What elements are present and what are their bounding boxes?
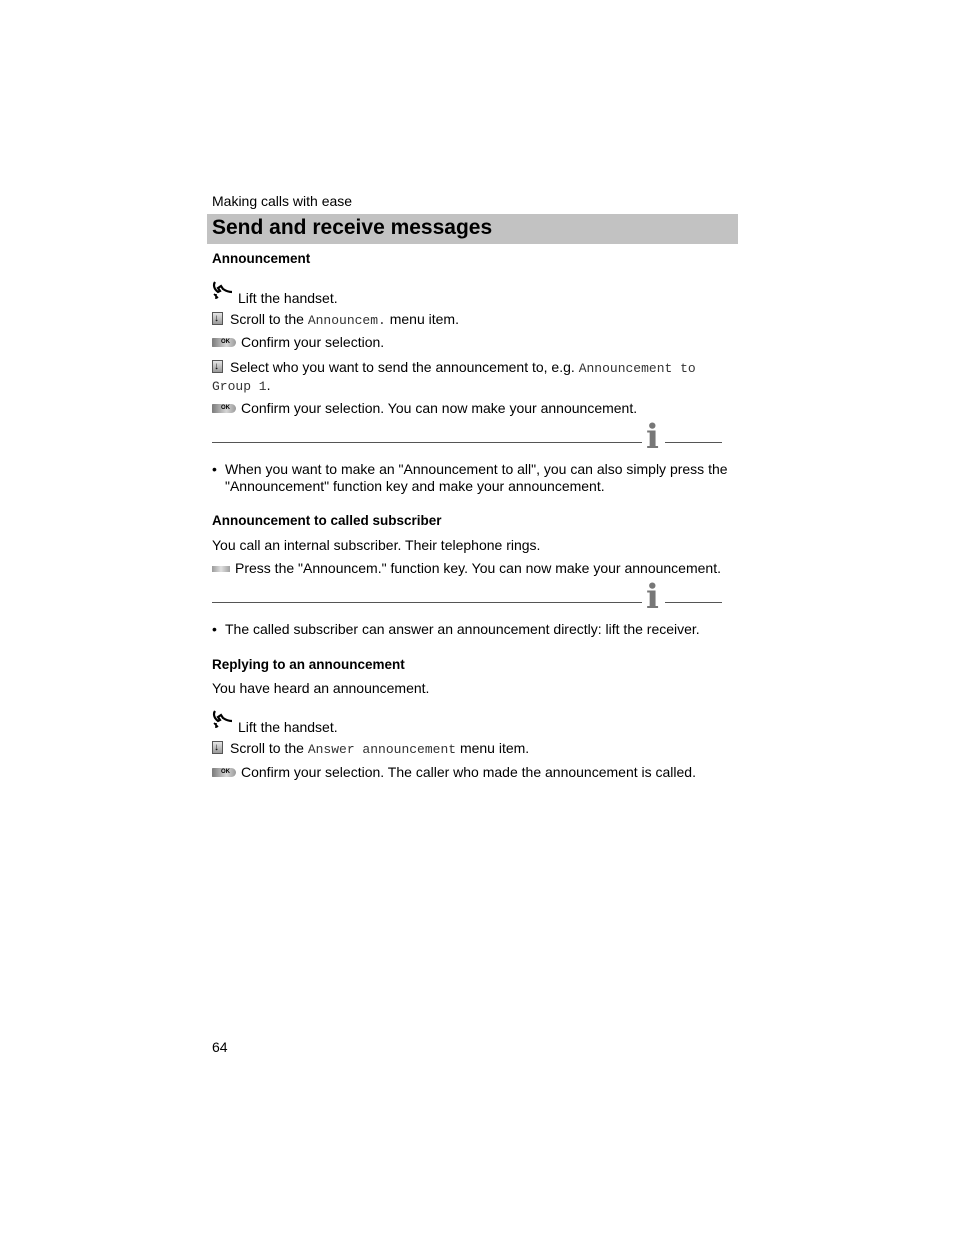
note-text: "Announcement" function key and make your announcement. <box>225 478 605 494</box>
section-intro: You have heard an announcement. <box>212 680 430 696</box>
step-text: . <box>266 377 271 393</box>
note-text: The called subscriber can answer an announcement directly: lift the receiver. <box>225 621 700 637</box>
title-bar <box>207 214 738 244</box>
step-select-recipient-cont <box>212 377 271 395</box>
step-text: menu item. <box>456 740 530 756</box>
handset-lift-icon <box>212 280 234 302</box>
step-select-recipient <box>212 359 696 377</box>
section-heading-replying: Replying to an announcement <box>212 657 405 672</box>
info-divider-left <box>212 442 642 443</box>
info-divider-right <box>665 442 722 443</box>
ok-key-icon: OK <box>212 404 236 413</box>
page-number: 64 <box>212 1039 228 1055</box>
scroll-down-key-icon <box>212 360 223 373</box>
step-text: Press the "Announcem." function key. You can now make your announcement. <box>235 560 721 576</box>
step-confirm <box>212 334 384 351</box>
bullet: • <box>212 621 217 637</box>
menu-item-code: Group 1 <box>212 379 267 394</box>
section-intro: You call an internal subscriber. Their telephone rings. <box>212 537 541 553</box>
step-press-function-key <box>212 560 721 577</box>
info-icon: i <box>646 577 659 617</box>
info-icon: i <box>646 417 659 457</box>
step-text: Select who you want to send the announcement to, e.g. <box>230 359 579 375</box>
function-key-icon <box>212 566 230 572</box>
menu-item-code: Announcement to <box>578 361 696 376</box>
scroll-down-key-icon <box>212 312 223 325</box>
page-title: Send and receive messages <box>212 216 493 239</box>
info-divider-right <box>665 602 722 603</box>
step-text: Lift the handset. <box>238 290 338 306</box>
step-text: Scroll to the <box>230 311 308 327</box>
note-text: When you want to make an "Announcement to all", you can also simply press the <box>225 461 728 477</box>
menu-item-code: Announcem. <box>307 313 386 328</box>
scroll-down-key-icon <box>212 741 223 754</box>
step-text: Scroll to the <box>230 740 308 756</box>
chapter-header: Making calls with ease <box>212 193 353 209</box>
step-lift-handset <box>212 280 338 306</box>
step-confirm-call <box>212 764 696 781</box>
step-text: Confirm your selection. <box>241 334 385 350</box>
ok-key-icon: OK <box>212 338 236 347</box>
step-scroll <box>212 740 529 758</box>
handset-lift-icon <box>212 709 234 731</box>
bullet: • <box>212 461 217 477</box>
menu-item-code: Answer announcement <box>307 742 457 757</box>
step-text: Confirm your selection. You can now make your announcement. <box>241 400 638 416</box>
ok-key-icon: OK <box>212 768 236 777</box>
step-scroll <box>212 311 459 329</box>
step-lift-handset <box>212 709 338 735</box>
section-heading-announcement: Announcement <box>212 251 311 266</box>
step-text: Lift the handset. <box>238 719 338 735</box>
section-heading-called-subscriber: Announcement to called subscriber <box>212 513 442 528</box>
step-text: Confirm your selection. The caller who made the announcement is called. <box>241 764 696 780</box>
step-text: menu item. <box>385 311 459 327</box>
info-divider-left <box>212 602 642 603</box>
step-confirm-announce <box>212 400 637 417</box>
